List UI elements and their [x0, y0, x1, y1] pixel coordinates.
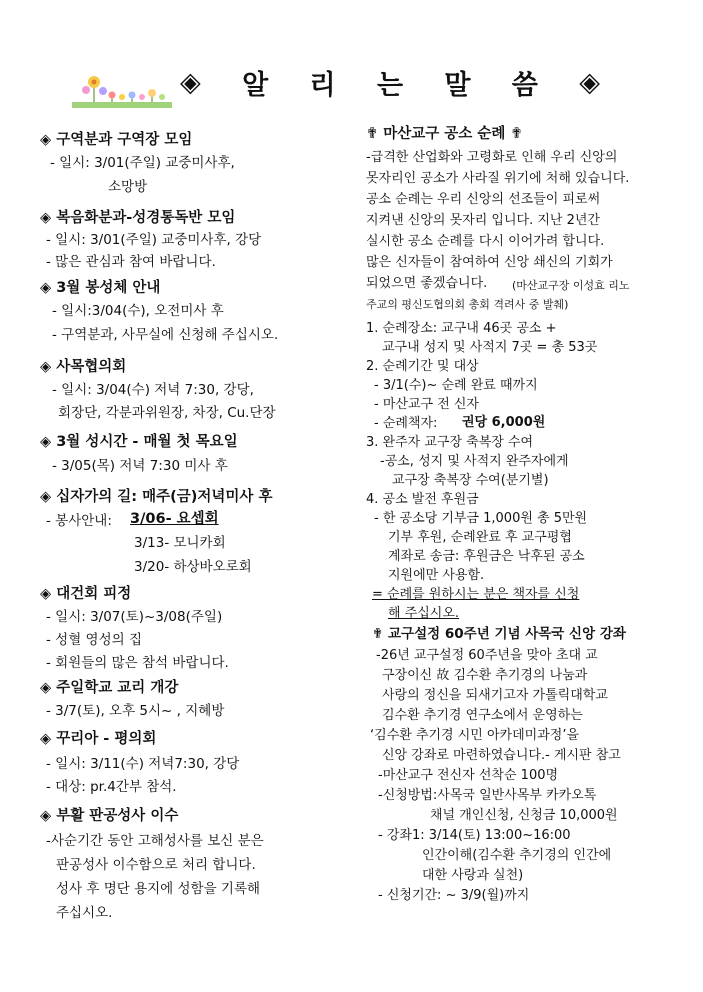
section-line: - 일시:3/04(수), 오전미사 후 — [52, 303, 224, 319]
title-left-ornament: ◈ — [180, 66, 201, 98]
lecture-line: -마산교구 전신자 선착순 100명 — [378, 768, 559, 783]
section-heading: ◈ 주일학교 교리 개강 — [40, 680, 179, 696]
lecture-line: 신앙 강좌로 마련하였습니다.- 게시판 참고 — [382, 748, 621, 763]
source-note: 주교의 평신도협의회 총회 격려사 중 발췌) — [366, 298, 569, 311]
section-heading: ◈ 대건회 피정 — [40, 586, 132, 602]
section-line: 3/06- 요셉회 — [130, 511, 219, 527]
intro-line: 지켜낸 신앙의 못자리 입니다. 지난 2년간 — [366, 213, 600, 228]
lecture-line: 김수환 추기경 연구소에서 운영하는 — [382, 708, 583, 723]
item-line: = 순례를 원하시는 분은 책자를 신청 — [372, 587, 580, 602]
section-line: - 성혈 영성의 집 — [46, 632, 142, 648]
intro-line: 되었으면 좋겠습니다. — [366, 276, 488, 291]
section-heading: ◈ 사목협의회 — [40, 359, 127, 375]
section-line: - 3/7(토), 오후 5시~ , 지혜방 — [46, 703, 225, 719]
item-line: 교구장 축복장 수여(분기별) — [392, 473, 549, 488]
item-line: 4. 공소 발전 후원금 — [366, 492, 479, 507]
title-right-ornament: ◈ — [579, 66, 600, 98]
section-line: - 많은 관심과 참여 바랍니다. — [46, 254, 216, 270]
item-line: 지원에만 사용함. — [388, 568, 485, 583]
lecture-line: 대한 사랑과 실천) — [422, 868, 524, 883]
section-line: - 대상: pr.4간부 참석. — [46, 779, 177, 795]
lecture-line: 인간이해(김수환 추기경의 인간에 — [422, 848, 612, 863]
intro-line: 많은 신자들이 참여하여 신앙 쇄신의 기회가 — [366, 255, 613, 270]
section-line: - 일시: 3/01(주일) 교중미사후, — [50, 155, 235, 171]
section-heading: ◈ 구역분과 구역장 모임 — [40, 132, 193, 148]
section-line: 소망방 — [108, 179, 148, 195]
source-note: (마산교구장 이성효 리노 — [512, 279, 630, 292]
title-char: 알 — [242, 69, 269, 101]
section-line: 회장단, 각분과위원장, 차장, Cu.단장 — [58, 405, 276, 421]
item-line: 3. 완주자 교구장 축복장 수여 — [366, 435, 534, 450]
title-char: 씀 — [511, 69, 538, 101]
section-heading: ✟ 마산교구 공소 순례 ✟ — [366, 126, 523, 142]
section-line: - 일시: 3/01(주일) 교중미사후, 강당 — [46, 232, 262, 248]
item-line: 2. 순례기간 및 대상 — [366, 359, 479, 374]
lecture-line: -신청방법:사목국 일반사목부 카카오톡 — [378, 788, 597, 803]
section-heading: ◈ 부활 판공성사 이수 — [40, 808, 179, 824]
title-char: 말 — [444, 69, 471, 101]
section-line: - 일시: 3/04(수) 저녁 7:30, 강당, — [52, 382, 254, 398]
section-line: - 일시: 3/07(토)~3/08(주일) — [46, 609, 223, 625]
section-line: - 봉사안내: — [46, 513, 112, 529]
section-heading: ◈ 복음화분과-성경통독반 모임 — [40, 210, 236, 226]
item-line: -공소, 성지 및 사적지 완주자에게 — [380, 454, 569, 469]
item-line: 해 주십시오. — [388, 606, 460, 621]
item-line: - 한 공소당 기부금 1,000원 총 5만원 — [374, 511, 588, 526]
section-heading: ◈ 꾸리아 - 평의회 — [40, 731, 157, 747]
item-line: - 마산교구 전 신자 — [374, 397, 479, 412]
section-line: 판공성사 이수함으로 처리 합니다. — [56, 857, 256, 873]
section-line: 주십시오. — [56, 905, 113, 921]
lecture-line: 채널 개인신청, 신청금 10,000원 — [430, 808, 618, 823]
page-title — [180, 62, 600, 102]
section-line: - 회원들의 많은 참석 바랍니다. — [46, 655, 229, 671]
item-line: - 순례책자: — [374, 416, 438, 431]
lecture-line: -26년 교구설정 60주년을 맞아 초대 교 — [376, 648, 598, 663]
item-line: 계좌로 송금: 후원금은 낙후된 공소 — [388, 549, 585, 564]
section-heading: ◈ 3월 봉성체 안내 — [40, 280, 161, 296]
section-heading: ◈ 십자가의 길: 매주(금)저녁미사 후 — [40, 489, 273, 505]
item-line: - 3/1(수)~ 순례 완료 때까지 — [374, 378, 538, 393]
section-heading: ✟ 교구설정 60주년 기념 사목국 신앙 강좌 — [372, 626, 626, 642]
item-line: 기부 후원, 순례완료 후 교구평협 — [388, 530, 572, 545]
section-heading: ◈ 3월 성시간 - 매월 첫 목요일 — [40, 434, 238, 450]
lecture-line: ‘김수환 추기경 시민 아카데미과정’을 — [370, 728, 580, 743]
item-line: 교구내 성지 및 사적지 7곳 = 총 53곳 — [382, 340, 598, 355]
section-line: 성사 후 명단 용지에 성함을 기록해 — [56, 881, 261, 897]
item-line: 1. 순례장소: 교구내 46곳 공소 + — [366, 321, 557, 336]
price: 권당 6,000원 — [462, 415, 546, 430]
section-line: 3/13- 모니카회 — [134, 535, 226, 551]
intro-line: -급격한 산업화와 고령화로 인해 우리 신앙의 — [366, 150, 618, 165]
section-line: 3/20- 하상바오로회 — [134, 559, 252, 575]
lecture-line: - 강좌1: 3/14(토) 13:00~16:00 — [378, 828, 571, 843]
lecture-line: 사랑의 정신을 되새기고자 가톨릭대학교 — [382, 688, 608, 703]
intro-line: 실시한 공소 순례를 다시 이어가려 합니다. — [366, 234, 605, 249]
section-line: - 구역분과, 사무실에 신청해 주십시오. — [52, 327, 279, 343]
section-line: - 3/05(목) 저녁 7:30 미사 후 — [52, 458, 228, 474]
intro-line: 공소 순례는 우리 신앙의 선조들이 피로써 — [366, 192, 601, 207]
lecture-line: - 신청기간: ~ 3/9(월)까지 — [378, 888, 530, 903]
title-char: 는 — [376, 69, 404, 101]
lecture-line: 구장이신 故 김수환 추기경의 나눔과 — [382, 668, 588, 683]
flower-garden-icon — [72, 70, 172, 115]
section-line: - 일시: 3/11(수) 저녁7:30, 강당 — [46, 756, 240, 772]
intro-line: 못자리인 공소가 사라질 위기에 처해 있습니다. — [366, 171, 630, 186]
section-line: -사순기간 동안 고해성사를 보신 분은 — [46, 833, 264, 849]
title-char: 리 — [309, 69, 336, 101]
